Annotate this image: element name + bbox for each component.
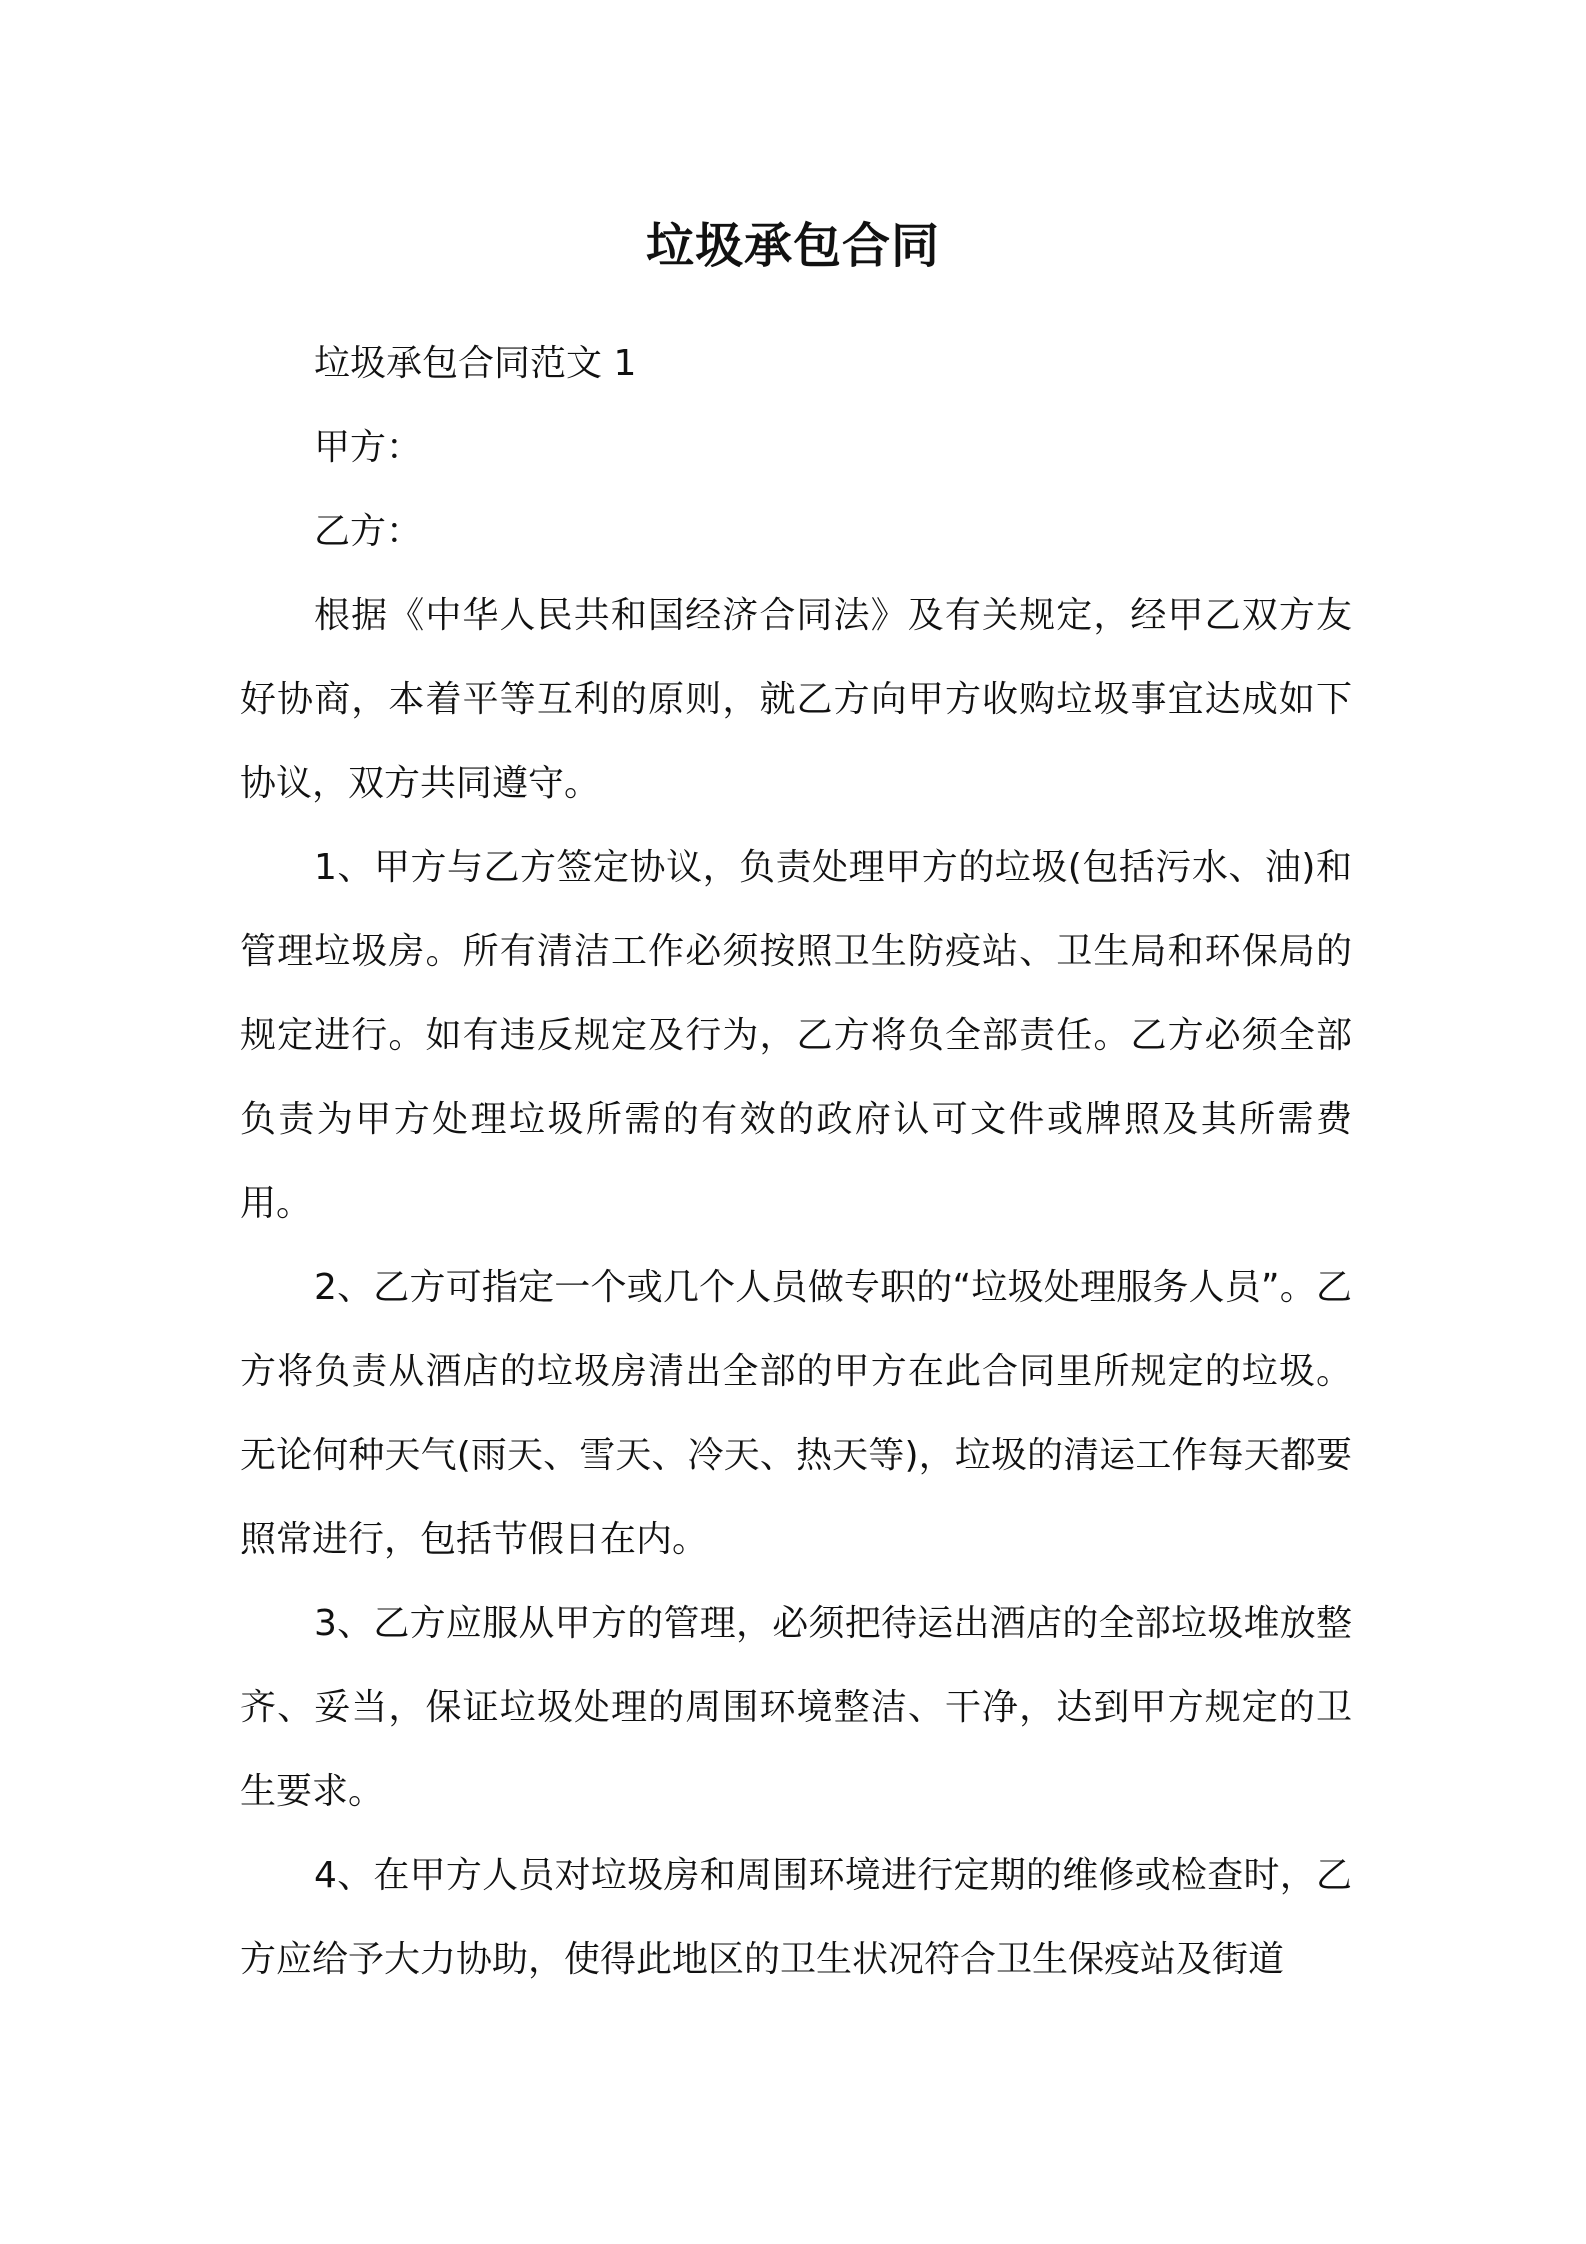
document-subtitle: 垃圾承包合同范文 1 [314, 343, 637, 384]
party-b-label: 乙方： [314, 511, 423, 552]
clause-2-paragraph: 2、乙方可指定一个或几个人员做专职的“垃圾处理服务人员”。乙方将负责从酒店的垃圾房清出全部的甲方在此合同里所规定的垃圾。无论何种天气(雨天、雪天、冷天、热天等)，垃圾的清运工作每天都要照常进行，包括节假日在内。 [240, 1267, 1352, 1560]
document-title: 垃圾承包合同 [645, 218, 940, 274]
clause-1-paragraph: 1、甲方与乙方签定协议，负责处理甲方的垃圾(包括污水、油)和管理垃圾房。所有清洁工作必须按照卫生防疫站、卫生局和环保局的规定进行。如有违反规定及行为，乙方将负全部责任。乙方必须全部负责为甲方处理垃圾所需的有效的政府认可文件或牌照及其所需费用。 [240, 847, 1352, 1224]
clause-4-paragraph: 4、在甲方人员对垃圾房和周围环境进行定期的维修或检查时，乙方应给予大力协助，使得此地区的卫生状况符合卫生保疫站及街道 [240, 1855, 1352, 1980]
document-body [240, 322, 1352, 2002]
clause-3-paragraph: 3、乙方应服从甲方的管理，必须把待运出酒店的全部垃圾堆放整齐、妥当，保证垃圾处理的周围环境整洁、干净，达到甲方规定的卫生要求。 [240, 1603, 1352, 1812]
party-a-label: 甲方： [314, 427, 423, 468]
preamble-paragraph: 根据《中华人民共和国经济合同法》及有关规定，经甲乙双方友好协商，本着平等互利的原则，就乙方向甲方收购垃圾事宜达成如下协议，双方共同遵守。 [240, 595, 1352, 804]
